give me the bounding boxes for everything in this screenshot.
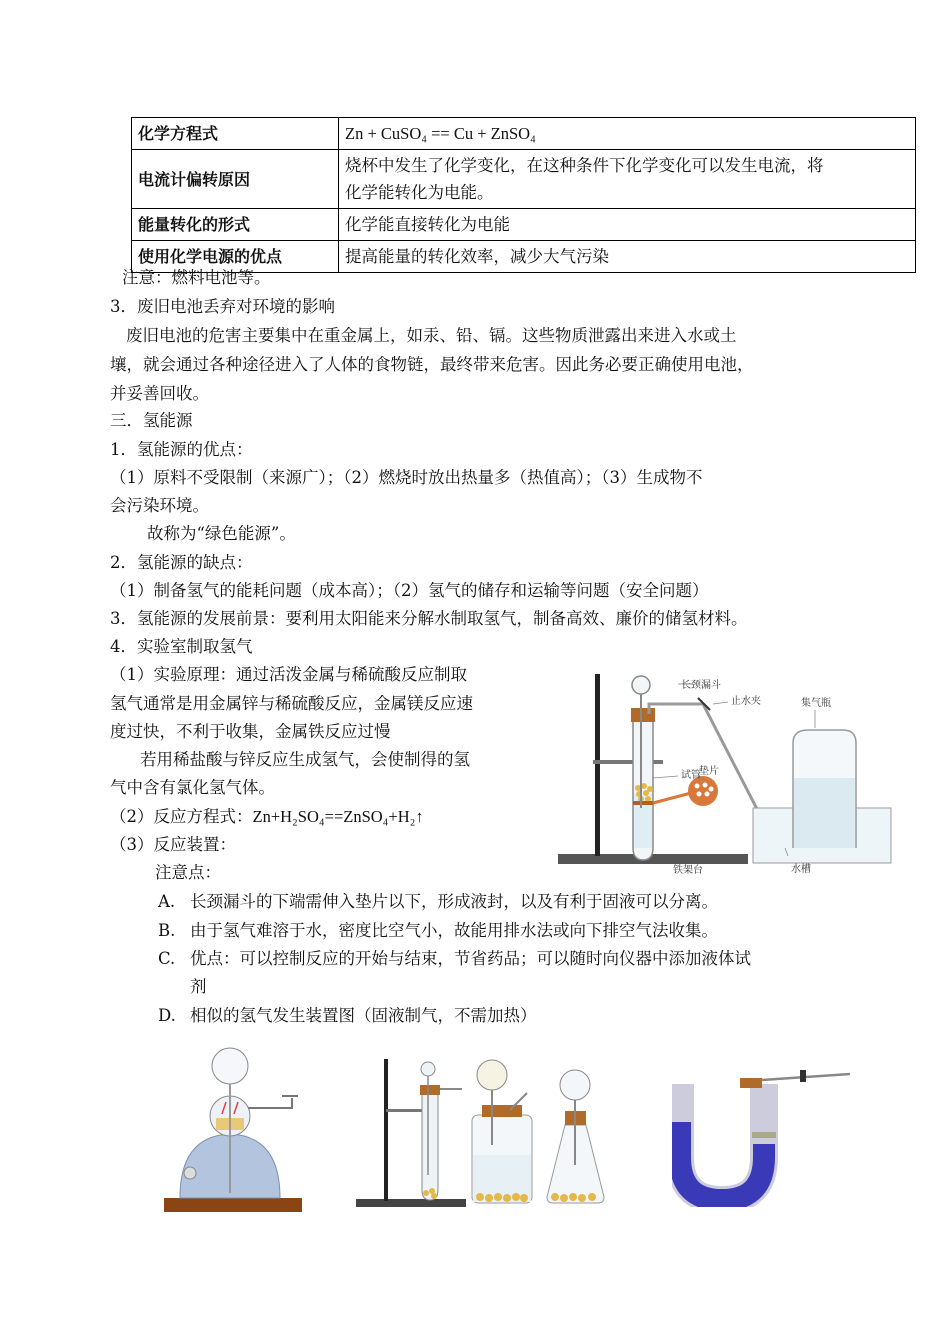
generator-variants-diagram	[352, 1055, 617, 1215]
heading-hydrogen: 三．氢能源	[110, 411, 193, 430]
label-tube: 试管	[681, 770, 701, 781]
paragraph-line: （1）实验原理：通过活泼金属与稀硫酸反应制取	[110, 665, 467, 684]
note-item	[158, 1004, 537, 1028]
label-clamp: 止水夹	[731, 696, 761, 707]
note-item	[158, 890, 718, 914]
note-text: 由于氢气难溶于水，密度比空气小，故能用排水法或向下排空气法收集。	[190, 921, 718, 940]
table-key: 化学方程式	[132, 118, 339, 150]
iron-stand-rod	[595, 674, 600, 856]
label-plate: 垫片	[699, 766, 719, 777]
heading-disadvantages: 2．氢能源的缺点：	[110, 553, 253, 572]
section-3-title: 3．废旧电池丢弃对环境的影响	[110, 297, 335, 316]
paragraph-line: 气中含有氯化氢气体。	[110, 778, 275, 797]
perforated-plate	[633, 801, 653, 805]
paragraph-line: 度过快，不利于收集，金属铁反应过慢	[110, 722, 391, 741]
hydrogen-apparatus-diagram	[553, 668, 898, 883]
label-trough: 水槽	[791, 864, 811, 875]
table-value-line: 化学能转化为电能。	[345, 183, 494, 202]
note-letter: A.	[158, 892, 176, 911]
paragraph-line: 壤，就会通过各种途径进入了人体的食物链，最终带来危害。因此务必要正确使用电池，	[110, 355, 754, 374]
iron-stand-base	[558, 854, 748, 864]
table-value	[339, 150, 916, 209]
equation-label: （2）反应方程式：	[110, 807, 253, 826]
table-row	[132, 150, 916, 209]
table-value: 提高能量的转化效率，减少大气污染	[339, 241, 916, 273]
note-item	[158, 947, 751, 971]
equation: Zn+H₂SO₄==ZnSO₄+H₂↑	[252, 807, 424, 826]
heading-advantages: 1．氢能源的优点：	[110, 440, 253, 459]
paragraph-line: 3．氢能源的发展前景：要利用太阳能来分解水制取氢气，制备高效、廉价的储氢材料。	[110, 609, 748, 628]
table-key: 电流计偏转原因	[132, 150, 339, 209]
heading-lab-prep: 4．实验室制取氢气	[110, 637, 253, 656]
summary-table	[131, 117, 916, 273]
reaction-equation-line	[110, 805, 424, 829]
note-text: 优点：可以控制反应的开始与结束，节省药品；可以随时向仪器中添加液体试	[190, 949, 751, 968]
note-letter: D.	[158, 1006, 176, 1025]
note-letter: C.	[158, 949, 176, 968]
paragraph-line: （1）制备氢气的能耗问题（成本高）；（2）氢气的储存和运输等问题（安全问题）	[110, 581, 709, 600]
table-value: 化学能直接转化为电能	[339, 209, 916, 241]
paragraph-line: 废旧电池的危害主要集中在重金属上，如汞、铅、镉。这些物质泄露出来进入水或土	[126, 326, 737, 345]
notes-title: 注意点：	[155, 863, 221, 882]
table-row	[132, 209, 916, 241]
table-key: 能量转化的形式	[132, 209, 339, 241]
note-letter: B.	[158, 921, 176, 940]
paragraph-line: 氢气通常是用金属锌与稀硫酸反应，金属镁反应速	[110, 694, 473, 713]
label-bottle: 集气瓶	[801, 698, 831, 709]
paragraph-line: 会污染环境。	[110, 496, 209, 515]
u-tube-diagram	[672, 1062, 852, 1207]
paragraph-line: 故称为“绿色能源”。	[147, 524, 296, 543]
long-neck-funnel	[632, 676, 650, 694]
paragraph-line: （1）原料不受限制（来源广）；（2）燃烧时放出热量多（热值高）；（3）生成物不	[110, 468, 703, 487]
paragraph-line: 若用稀盐酸与锌反应生成氢气，会使制得的氢	[140, 750, 470, 769]
kipp-generator-diagram	[160, 1038, 305, 1216]
label-stand: 铁架台	[673, 865, 703, 876]
table-row	[132, 118, 916, 150]
paragraph-line: 并妥善回收。	[110, 384, 209, 403]
note-text-cont: 剂	[190, 977, 207, 996]
note-text: 相似的氢气发生装置图（固液制气，不需加热）	[190, 1006, 537, 1025]
table-key: 使用化学电源的优点	[132, 241, 339, 273]
paragraph-line: （3）反应装置：	[110, 835, 236, 854]
note-item	[158, 919, 718, 943]
table-value: Zn + CuSO₄ == Cu + ZnSO₄	[339, 118, 916, 150]
rubber-stopper	[631, 708, 655, 722]
table-value-line: 烧杯中发生了化学变化，在这种条件下化学变化可以发生电流，将	[345, 156, 824, 175]
note-fuel-cell: 注意：燃料电池等。	[122, 268, 271, 287]
label-funnel: 长颈漏斗	[681, 680, 721, 691]
note-text: 长颈漏斗的下端需伸入垫片以下，形成液封，以及有利于固液可以分离。	[190, 892, 718, 911]
